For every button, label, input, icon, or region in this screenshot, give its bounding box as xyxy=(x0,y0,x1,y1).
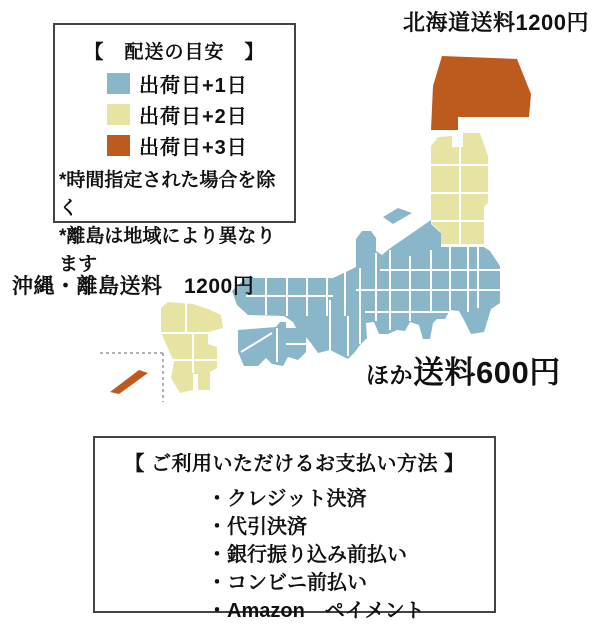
region-okinawa-shape xyxy=(110,370,148,394)
payment-item-cod: ・代引決済 xyxy=(207,516,307,538)
other-shipping-prefix: ほか xyxy=(366,362,413,388)
legend-row-day1 xyxy=(107,72,294,95)
legend-note-islands: *離島は地域により異なります xyxy=(59,226,276,275)
region-hokkaido-shape xyxy=(431,56,531,130)
payment-title: 【 ご利用いただけるお支払い方法 】 xyxy=(124,453,465,475)
other-shipping-amount: 送料600円 xyxy=(413,355,561,390)
payment-methods-panel xyxy=(93,436,496,622)
payment-item-credit: ・クレジット決済 xyxy=(207,488,367,510)
other-shipping-label xyxy=(366,347,561,392)
legend-title: 【 配送の目安 】 xyxy=(84,42,265,63)
legend-notes xyxy=(59,167,294,279)
day3-color-swatch xyxy=(107,135,130,156)
payment-item-amazon: ・Amazon ペイメント xyxy=(207,600,425,622)
delivery-legend-panel xyxy=(53,23,296,275)
hokkaido-shipping-label: 北海道送料1200円 xyxy=(403,10,589,35)
legend-row-day2 xyxy=(107,103,294,126)
legend-row-day3 xyxy=(107,134,294,157)
legend-label-day2: 出荷日+2日 xyxy=(139,106,248,128)
day1-color-swatch xyxy=(107,73,130,94)
payment-item-bank-transfer: ・銀行振り込み前払い xyxy=(207,544,407,566)
legend-note-time: *時間指定された場合を除く xyxy=(59,170,276,219)
payment-item-convenience-store: ・コンビニ前払い xyxy=(207,572,367,594)
day2-color-swatch xyxy=(107,104,130,125)
payment-method-list xyxy=(207,485,494,625)
legend-label-day3: 出荷日+3日 xyxy=(139,137,248,159)
okinawa-shipping-label: 沖縄・離島送料 1200円 xyxy=(12,275,255,298)
region-sado-shape xyxy=(383,208,412,224)
legend-label-day1: 出荷日+1日 xyxy=(139,75,248,97)
